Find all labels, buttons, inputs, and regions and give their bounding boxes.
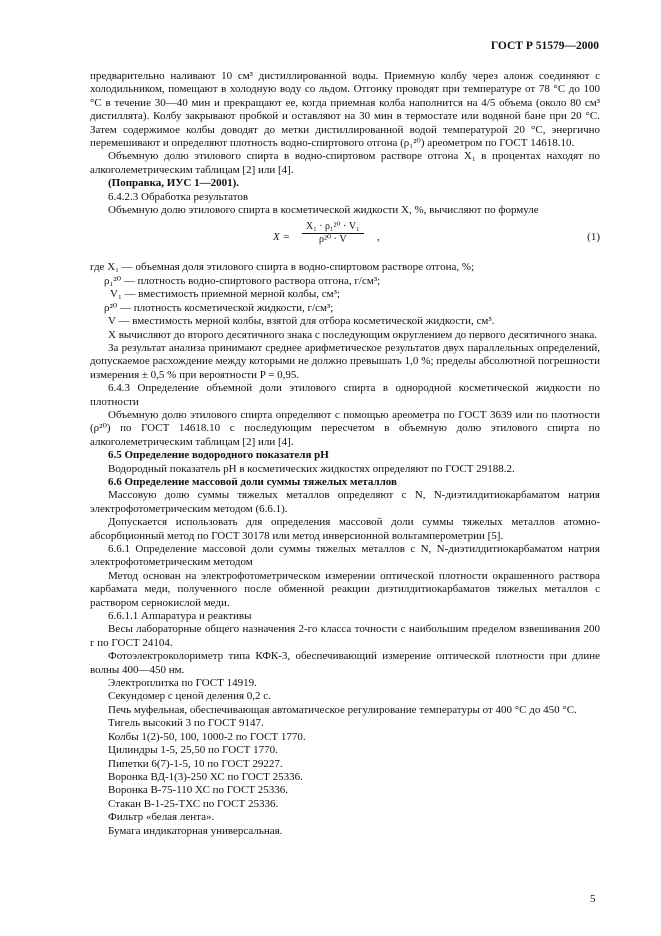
section-heading: 6.5 Определение водородного показателя pH — [108, 449, 329, 462]
equipment-item: Пипетки 6(7)-1-5, 10 по ГОСТ 29227. — [108, 757, 283, 770]
equipment-item: Бумага индикаторная универсальная. — [108, 824, 283, 837]
equipment-item: Цилиндры 1-5, 25,50 по ГОСТ 1770. — [108, 744, 278, 757]
formula-fraction — [302, 221, 364, 246]
formula-1 — [90, 219, 600, 259]
paragraph: Объемную долю этилового спирта определяют с помощью ареометра по ГОСТ 3639 или по плотности (ρ²⁰) по ГОСТ 14618.10 с последующим пересчетом в объемную долю этилового спирта по алкоголеметрическим таблицам [2] или [4]. — [90, 408, 600, 448]
section-heading: 6.6 Определение массовой доли суммы тяжелых металлов — [108, 475, 397, 488]
equipment-item: Фильтр «белая лента». — [108, 811, 215, 824]
paragraph: Объемную долю этилового спирта в водно-спиртовом растворе отгона X₁ в процентах находят по алкоголеметрическим таблицам [2] или [4]. — [90, 150, 600, 176]
formula-denominator: ρ²⁰ · V — [319, 234, 347, 246]
paragraph: X вычисляют до второго десятичного знака с последующим округлением до первого десятичного знака. — [108, 328, 598, 341]
formula-number: (1) — [587, 231, 600, 244]
equipment-item: Колбы 1(2)-50, 100, 1000-2 по ГОСТ 1770. — [108, 730, 306, 743]
formula-numerator: X₁ · ρ₁²⁰ · V₁ — [302, 221, 364, 234]
definition-item: V — вместимость мерной колбы, взятой для отбора косметической жидкости, см³. — [108, 315, 495, 328]
amendment-note: (Поправка, ИУС 1—2001). — [108, 177, 240, 190]
section-heading: 6.6.1 Определение массовой доли суммы тяжелых металлов с N, N-диэтилдитиокарбаматом натрия электрофотометрическим методом — [90, 543, 600, 569]
document-body — [90, 70, 600, 838]
formula-lhs: X = — [273, 231, 290, 244]
equipment-item: Электроплитка по ГОСТ 14919. — [108, 677, 257, 690]
equipment-item: Печь муфельная, обеспечивающая автоматическое регулирование температуры от 400 °С до 450 °С. — [108, 703, 577, 716]
equipment-item: Воронка В-75-110 ХС по ГОСТ 25336. — [108, 784, 289, 797]
paragraph: Весы лабораторные общего назначения 2-го класса точности с наибольшим пределом взвешивания 200 г по ГОСТ 24104. — [90, 623, 600, 649]
paragraph: Метод основан на электрофотометрическом измерении оптической плотности окрашенного раствора карбамата меди, полученного после обменной реакции диэтилдитиокарбаматов тяжелых металлов с раствором сернокислой меди. — [90, 569, 600, 609]
paragraph: предварительно наливают 10 см³ дистиллированной воды. Приемную колбу через алонж соединяют с холодильником, помещают в холодную воду со льдом. Отгонку проводят при температуре от 78 °С до 100 °С в течение 30—40 мин и прекращают ее, когда приемная колба наполнится на 4/5 объема (около 80 см³ дистиллята). Колбу закрывают пробкой и оставляют на 30 мин в термостате или водяной бане при 20 °С. Затем содержимое колбы доводят до метки дистиллированной водой температурой 20 °С, энергично перемешивают и определяют плотность водно-спиртового отгона (ρ₁²⁰) ареометром по ГОСТ 14618.10. — [90, 70, 600, 150]
section-heading: 6.6.1.1 Аппаратура и реактивы — [108, 610, 252, 623]
definition-item: ρ₁²⁰ — плотность водно-спиртового раствора отгона, г/см³; — [104, 274, 381, 287]
definition-item: V₁ — вместимость приемной мерной колбы, см³; — [110, 288, 340, 301]
paragraph: За результат анализа принимают среднее арифметическое результатов двух параллельных определений, допускаемое расхождение между которыми не должно превышать 1,0 %; пределы абсолютной погрешности измерения ± 0,5 % при вероятности P = 0,95. — [90, 341, 600, 381]
equipment-item: Стакан В-1-25-ТХС по ГОСТ 25336. — [108, 797, 279, 810]
paragraph: Водородный показатель pH в косметических жидкостях определяют по ГОСТ 29188.2. — [108, 462, 515, 475]
paragraph: Объемную долю этилового спирта в косметической жидкости X, %, вычисляют по формуле — [108, 204, 539, 217]
document-header: ГОСТ Р 51579—2000 — [490, 40, 599, 52]
page-number: 5 — [590, 893, 596, 905]
formula-comma: , — [377, 231, 380, 244]
definition-item: где X₁ — объемная доля этилового спирта в водно-спиртовом растворе отгона, %; — [90, 261, 475, 274]
equipment-list — [90, 677, 600, 838]
definitions-list — [90, 261, 600, 328]
paragraph: Допускается использовать для определения массовой доли суммы тяжелых металлов атомно-абсорбционный метод по ГОСТ 30178 или метод инверсионной вольтамперометрии [5]. — [90, 516, 600, 542]
equipment-item: Тигель высокий 3 по ГОСТ 9147. — [108, 717, 264, 730]
section-heading: 6.4.3 Определение объемной доли этилового спирта в однородной косметической жидкости по плотности — [90, 382, 600, 408]
equipment-item: Воронка ВД-1(3)-250 ХС по ГОСТ 25336. — [108, 770, 303, 783]
paragraph: Массовую долю суммы тяжелых металлов определяют с N, N-диэтилдитиокарбаматом натрия электрофотометрическим методом (6.6.1). — [90, 489, 600, 515]
section-heading: 6.4.2.3 Обработка результатов — [108, 190, 249, 203]
paragraph: Фотоэлектроколориметр типа КФК-3, обеспечивающий измерение оптичеcкой плотности при длине волны 400—450 нм. — [90, 650, 600, 676]
definition-item: ρ²⁰ — плотность косметической жидкости, г/см³; — [104, 301, 334, 314]
equipment-item: Секундомер с ценой деления 0,2 с. — [108, 690, 271, 703]
